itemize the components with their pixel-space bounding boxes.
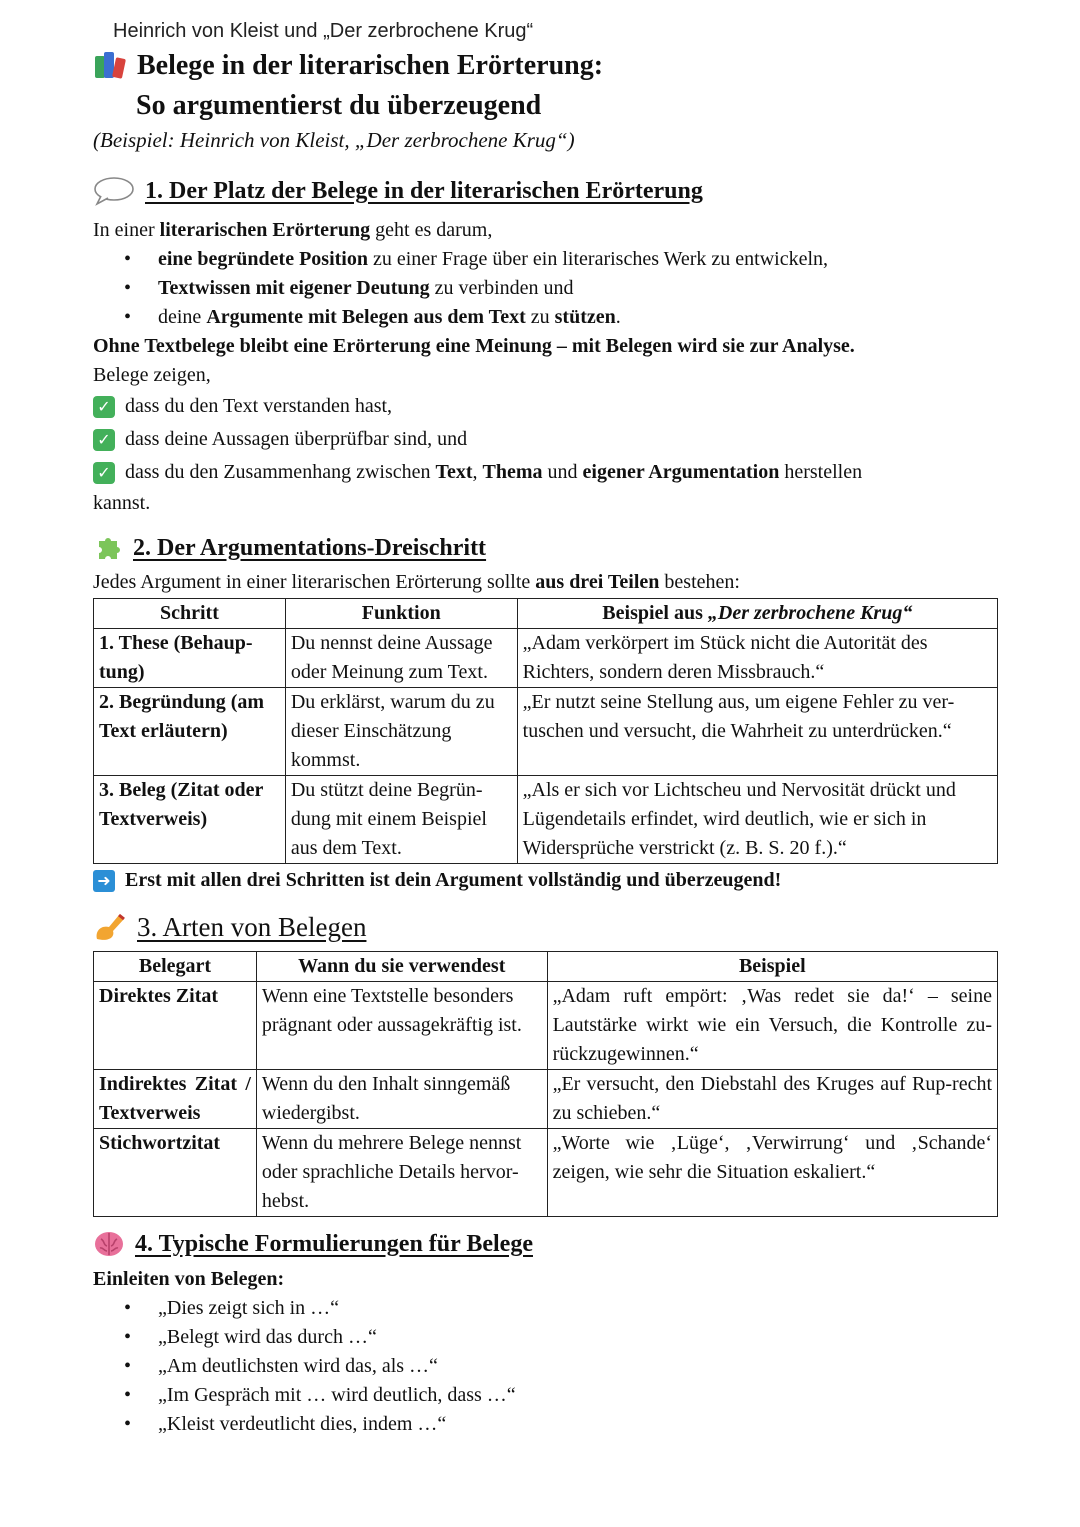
- section2-title: 2. Der Argumentations-Dreischritt: [133, 534, 487, 561]
- arrow-right-icon: ➜: [93, 870, 115, 892]
- section2-heading: [93, 533, 486, 563]
- belegarten-table: [93, 951, 998, 1217]
- section3-heading: [93, 911, 366, 943]
- subtitle: (Beispiel: Heinrich von Kleist, „Der zerbrochene Krug“): [93, 128, 575, 152]
- section1-checklist: [93, 390, 998, 518]
- table-cell: „Adam ruft empört: ‚Was redet sie da!‘ – seine Lautstärke wirkt wie ein Versuch, die Kontrolle zu-rückzugewinnen.“: [547, 982, 997, 1070]
- list-item: • Textwissen mit eigener Deutung zu verbinden und: [93, 274, 828, 303]
- table-cell: Wenn eine Textstelle besonders prägnant oder aussagekräftig ist.: [256, 982, 547, 1070]
- page-title: Belege in der literarischen Erörterung:: [137, 50, 604, 81]
- table-cell: 2. Begründung (am Text erläutern): [94, 688, 286, 776]
- list-item: • deine Argumente mit Belegen aus dem Text zu stützen.: [93, 303, 828, 332]
- table-cell: Direktes Zitat: [94, 982, 257, 1070]
- table-cell: 3. Beleg (Zitat oder Textverweis): [94, 776, 286, 864]
- table-header-row: [94, 952, 998, 982]
- list-item: • „Dies zeigt sich in …“: [93, 1294, 516, 1323]
- section4-subheading: Einleiten von Belegen:: [93, 1268, 285, 1290]
- table-row: [94, 982, 998, 1070]
- table-cell: „Er nutzt seine Stellung aus, um eigene Fehler zu ver-tuschen und versucht, die Wahrheit zu unterdrücken.“: [517, 688, 997, 776]
- dreischritt-table: [93, 598, 998, 864]
- section1-heading: [93, 176, 703, 206]
- section1-title: 1. Der Platz der Belege in der literarischen Erörterung: [145, 177, 703, 204]
- section3-title: 3. Arten von Belegen: [137, 911, 367, 942]
- table-row: [94, 776, 998, 864]
- books-icon: [95, 52, 127, 80]
- list-item: ✓ dass du den Zusammenhang zwischen Text, Thema und eigener Argumentation herstellen: [93, 456, 998, 489]
- table-row: [94, 629, 998, 688]
- table-header: Beispiel: [547, 952, 997, 982]
- list-item: • eine begründete Position zu einer Frage über ein literarisches Werk zu entwickeln,: [93, 245, 828, 274]
- check-icon: ✓: [93, 429, 115, 451]
- section4-heading: [93, 1229, 533, 1259]
- table-header: Funktion: [285, 599, 517, 629]
- table-cell: Du nennst deine Aussage oder Meinung zum Text.: [285, 629, 517, 688]
- table-row: [94, 688, 998, 776]
- list-item: • „Am deutlichsten wird das, als …“: [93, 1352, 516, 1381]
- table-cell: Du erklärst, warum du zu dieser Einschätzung kommst.: [285, 688, 517, 776]
- table-header-row: [94, 599, 998, 629]
- table-cell: Indirektes Zitat / Textverweis: [94, 1070, 257, 1129]
- document-header: Heinrich von Kleist und „Der zerbrochene Krug“: [113, 20, 534, 42]
- puzzle-icon: [93, 533, 123, 563]
- table-row: [94, 1129, 998, 1217]
- table-cell: Wenn du mehrere Belege nennst oder sprachliche Details hervor-hebst.: [256, 1129, 547, 1217]
- check-continuation: kannst.: [93, 492, 151, 514]
- speech-bubble-icon: [93, 176, 135, 206]
- table-row: [94, 1070, 998, 1129]
- table-header: Belegart: [94, 952, 257, 982]
- section2-conclusion: ➜ Erst mit allen drei Schritten ist dein Argument vollständig und überzeugend!: [93, 866, 998, 895]
- check-icon: ✓: [93, 396, 115, 418]
- table-cell: Du stützt deine Begrün-dung mit einem Beispiel aus dem Text.: [285, 776, 517, 864]
- list-item: ✓ dass du den Text verstanden hast,: [93, 390, 998, 423]
- writing-hand-icon: [93, 911, 127, 943]
- table-cell: „Er versucht, den Diebstahl des Kruges auf Rup-recht zu schieben.“: [547, 1070, 997, 1129]
- table-cell: „Adam verkörpert im Stück nicht die Autorität des Richters, sondern deren Missbrauch.“: [517, 629, 997, 688]
- list-item: ✓ dass deine Aussagen überprüfbar sind, und: [93, 423, 998, 456]
- title-block: [95, 50, 603, 122]
- section2-intro: Jedes Argument in einer literarischen Erörterung sollte aus drei Teilen bestehen:: [93, 571, 740, 593]
- section1-bullets: [93, 245, 828, 332]
- section4-bullets: [93, 1294, 516, 1439]
- section1-key-statement: Ohne Textbelege bleibt eine Erörterung eine Meinung – mit Belegen wird sie zur Analyse.: [93, 335, 855, 357]
- page-title-line2: So argumentierst du überzeugend: [136, 90, 542, 121]
- table-cell: „Als er sich vor Lichtscheu und Nervosität drückt und Lügendetails erfindet, wird deutlich, wie er sich in Widersprüche verstrickt (z. B. S. 20 f.).“: [517, 776, 997, 864]
- list-item: • „Kleist verdeutlicht dies, indem …“: [93, 1410, 516, 1439]
- section4-title: 4. Typische Formulierungen für Belege: [135, 1230, 533, 1257]
- table-cell: „Worte wie ‚Lüge‘, ‚Verwirrung‘ und ‚Schande‘ zeigen, wie sehr die Situation eskaliert.“: [547, 1129, 997, 1217]
- brain-icon: [93, 1229, 125, 1259]
- table-cell: 1. These (Behaup-tung): [94, 629, 286, 688]
- table-header: Beispiel aus „Der zerbrochene Krug“: [517, 599, 997, 629]
- table-cell: Wenn du den Inhalt sinngemäß wiedergibst.: [256, 1070, 547, 1129]
- table-header: Schritt: [94, 599, 286, 629]
- table-cell: Stichwortzitat: [94, 1129, 257, 1217]
- section1-belege-zeigen: Belege zeigen,: [93, 364, 211, 386]
- table-header: Wann du sie verwendest: [256, 952, 547, 982]
- section1-intro: In einer literarischen Erörterung geht es darum,: [93, 219, 493, 241]
- list-item: • „Belegt wird das durch …“: [93, 1323, 516, 1352]
- list-item: • „Im Gespräch mit … wird deutlich, dass …“: [93, 1381, 516, 1410]
- check-icon: ✓: [93, 462, 115, 484]
